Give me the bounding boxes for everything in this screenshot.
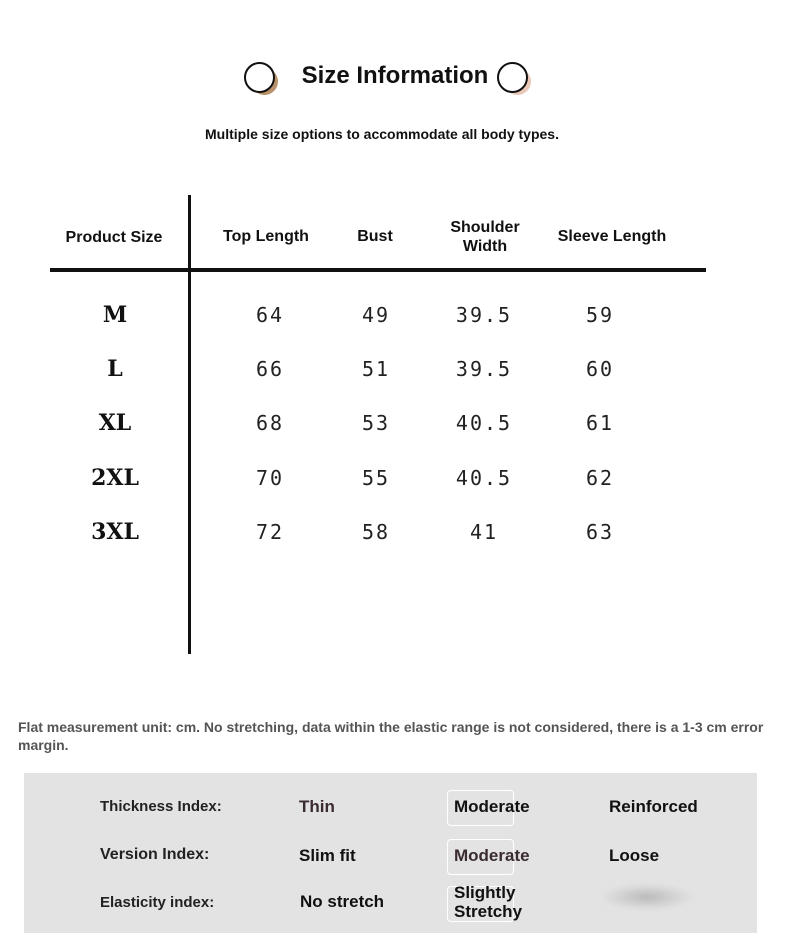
header-top-length: Top Length [223, 228, 309, 245]
header-shoulder-width-line1: Shoulder [450, 219, 520, 236]
page-subtitle: Multiple size options to accommodate all body types. [205, 126, 559, 142]
cell-bust: 49 [361, 303, 391, 327]
row-size: XL [98, 410, 132, 436]
cell-top-length: 68 [255, 411, 285, 435]
cell-shoulder-width: 40.5 [455, 411, 513, 435]
thickness-index-label: Thickness Index: [100, 798, 222, 815]
cell-bust: 51 [361, 357, 391, 381]
table-header-divider [50, 268, 706, 272]
header-shoulder-width [430, 218, 540, 256]
version-option-slim-fit: Slim fit [299, 846, 356, 865]
elasticity-option-line2: Stretchy [454, 902, 523, 921]
cell-sleeve-length: 60 [585, 357, 615, 381]
table-vertical-divider [188, 195, 191, 654]
header-sleeve-length: Sleeve Length [557, 228, 667, 245]
header-product-size: Product Size [65, 229, 163, 246]
cell-top-length: 66 [255, 357, 285, 381]
cell-top-length: 64 [255, 303, 285, 327]
cell-top-length: 72 [255, 520, 285, 544]
cell-bust: 53 [361, 411, 391, 435]
cell-sleeve-length: 63 [585, 520, 615, 544]
cell-sleeve-length: 61 [585, 411, 615, 435]
cell-shoulder-width: 39.5 [455, 303, 513, 327]
cell-shoulder-width: 40.5 [455, 466, 513, 490]
cell-top-length: 70 [255, 466, 285, 490]
cell-sleeve-length: 62 [585, 466, 615, 490]
elasticity-index-label: Elasticity index: [100, 894, 215, 911]
cell-shoulder-width: 39.5 [455, 357, 513, 381]
header-bust: Bust [357, 228, 393, 245]
row-size: L [107, 356, 123, 382]
version-option-loose: Loose [609, 846, 660, 865]
cell-shoulder-width: 41 [469, 520, 499, 544]
cell-sleeve-length: 59 [585, 303, 615, 327]
elasticity-option-slightly-stretchy [454, 883, 522, 921]
page-title: Size Information [301, 62, 489, 89]
version-index-label: Version Index: [100, 846, 210, 863]
elasticity-option-no-stretch: No stretch [300, 892, 385, 911]
thickness-option-moderate: Moderate [454, 797, 530, 816]
measurement-note: Flat measurement unit: cm. No stretching, data within the elastic range is not considered, there is a 1-3 cm error margin. [18, 719, 764, 753]
row-size: 2XL [91, 465, 139, 491]
row-size: M [102, 302, 128, 328]
thickness-option-reinforced: Reinforced [609, 797, 698, 816]
cell-bust: 55 [361, 466, 391, 490]
cell-bust: 58 [361, 520, 391, 544]
version-option-moderate: Moderate [454, 846, 530, 865]
header-shoulder-width-line2: Width [462, 238, 508, 255]
thickness-option-thin: Thin [299, 797, 335, 816]
row-size: 3XL [91, 519, 139, 545]
elasticity-option-line1: Slightly [454, 883, 516, 902]
blurred-option-placeholder [602, 884, 692, 910]
